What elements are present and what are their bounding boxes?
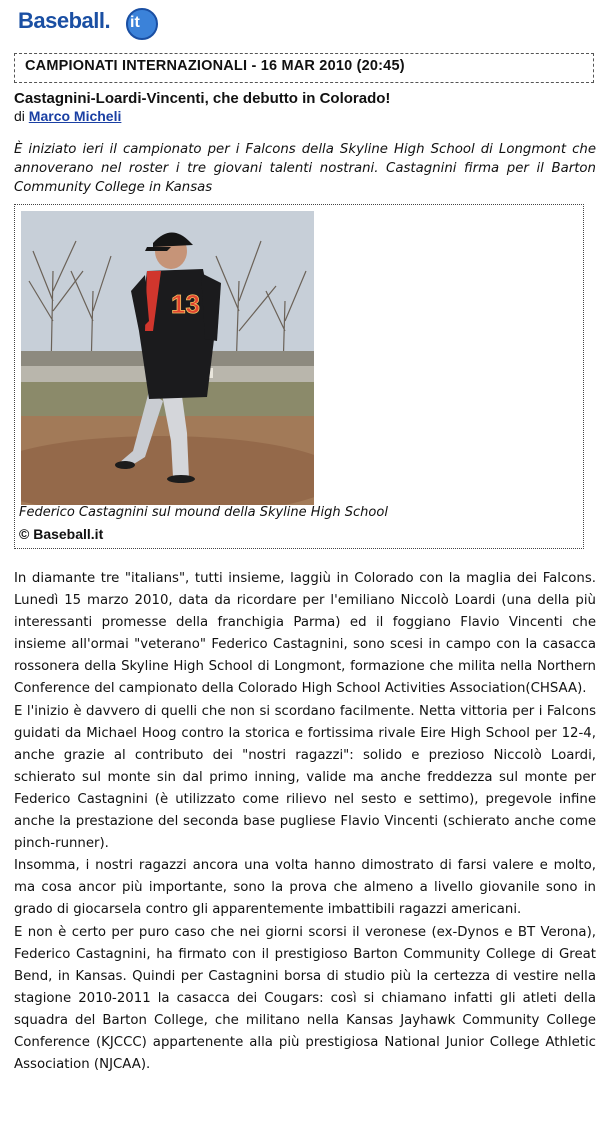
photo-caption: Federico Castagnini sul mound della Skyline High School xyxy=(19,505,388,520)
byline xyxy=(14,108,121,124)
logo-name: Baseball. xyxy=(18,8,111,33)
article-abstract: È iniziato ieri il campionato per i Falcons della Skyline High School di Longmont che annoverano nel roster i tre giovani talenti nostrani. Castagnini firma per il Barton Community College in Kansas xyxy=(14,142,596,195)
byline-prefix: di xyxy=(14,108,25,124)
photo-mound xyxy=(21,436,314,505)
section-header: CAMPIONATI INTERNAZIONALI - 16 MAR 2010 (20:45) xyxy=(14,53,594,83)
paragraph: Insomma, i nostri ragazzi ancora una volta hanno dimostrato di farsi valere e molto, ma cosa ancor più importante, sono la prova che almeno a livello giovanile sono in grado di giocarsela contro gli apparentemente imbattibili ragazzi americani. xyxy=(14,858,596,918)
photo-credit: © Baseball.it xyxy=(19,526,104,542)
paragraph: E l'inizio è davvero di quelli che non si scordano facilmente. Netta vittoria per i Falcons guidati da Michael Hoog contro la storica e fortissima rivale Eire High School per 12-4, anche grazie al contributo dei "nostri ragazzi": solido e prezioso Niccolò Loardi, schierato sul monte sin dal primo inning, valide ma anche freddezza sul monte per Federico Castagnini (è utilizzato come rilievo nel sesto e settimo), pregevole infine anche la prestazione del seconda base pugliese Flavio Vincenti (schierato anche come pinch-runner). xyxy=(14,703,596,852)
paragraph: In diamante tre "italians", tutti insieme, laggiù in Colorado con la maglia dei Falcons. Lunedì 15 marzo 2010, data da ricordare per l'emiliano Niccolò Loardi (una della più interessanti promesse della franchigia Parma) ed il foggiano Flavio Vincenti che insieme all'ormai "veterano" Federico Castagnini, sono scesi in campo con la casacca rossonera della Skyline High School di Longmont, formazione che milita nella Northern Conference del campionato della Colorado High School Activities Association(CHSAA). xyxy=(14,571,596,697)
site-logo[interactable] xyxy=(18,6,178,46)
author-link[interactable]: Marco Micheli xyxy=(28,108,122,124)
pitcher-photo xyxy=(21,211,314,505)
logo-suffix: it xyxy=(130,14,140,31)
photo-box xyxy=(14,204,584,549)
article-body xyxy=(14,568,596,1076)
paragraph: E non è certo per puro caso che nei giorni scorsi il veronese (ex-Dynos e BT Verona), Federico Castagnini, ha firmato con il prestigioso Barton Community College di Great Bend, in Kansas. Quindi per Castagnini borsa di studio più la certezza di vestire nella stagione 2010-2011 la casacca dei Cougars: così si chiamano infatti gli atleti della squadra del Barton College, che militano nella Kansas Jayhawk Community College Conference (KJCCC) appartenente alla più prestigiosa National Junior College Athletic Association (NJCAA). xyxy=(14,924,596,1073)
jersey-number: 13 xyxy=(171,289,200,319)
article-title: Castagnini-Loardi-Vincenti, che debutto in Colorado! xyxy=(14,90,391,107)
